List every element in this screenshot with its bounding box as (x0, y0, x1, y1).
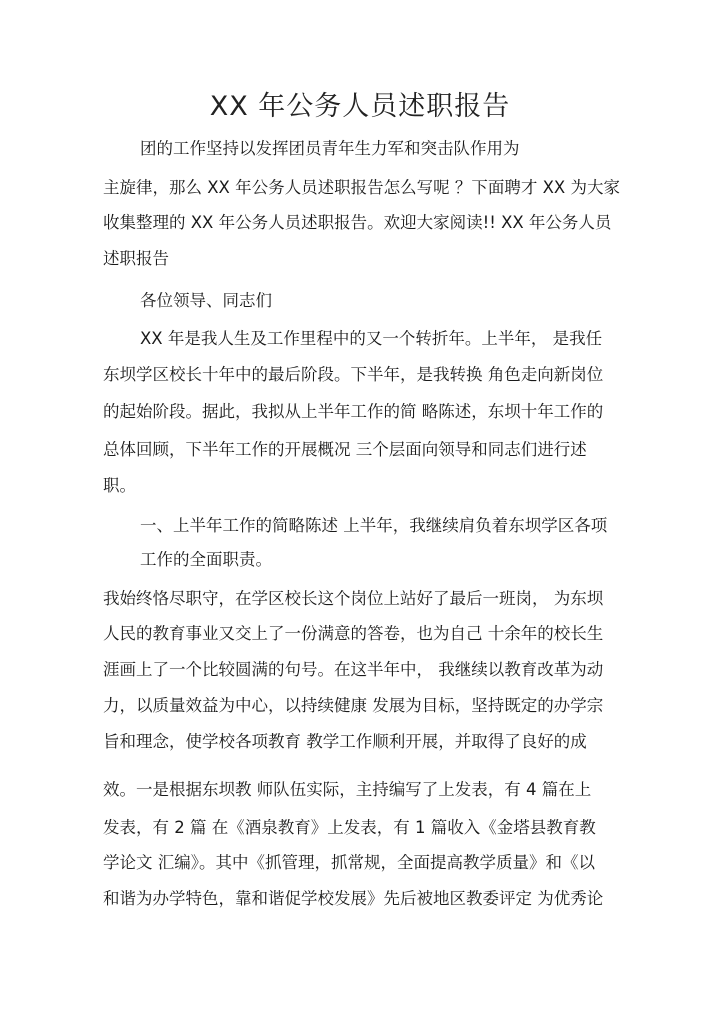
text-line: 我始终恪尽职守，在学区校长这个岗位上站好了最后一班岗， 为东坝 (103, 589, 604, 608)
text-line: 各位领导、同志们 (140, 291, 272, 310)
text-line: 总体回顾，下半年工作的开展概况 三个层面向领导和同志们进行述 (103, 440, 587, 459)
text-line: 收集整理的 XX 年公务人员述职报告。欢迎大家阅读!! XX 年公务人员 (103, 213, 612, 232)
text-line: 效。一是根据东坝教 师队伍实际，主持编写了上发表，有 4 篇在上 (103, 780, 592, 799)
text-line: 一、上半年工作的简略陈述 上半年，我继续肩负着东坝学区各项 (140, 516, 608, 535)
text-line: 的起始阶段。据此，我拟从上半年工作的简 略陈述，东坝十年工作的 (103, 402, 604, 421)
text-line: 人民的教育事业又交上了一份满意的答卷，也为自己 十余年的校长生 (103, 624, 604, 643)
text-line: 学论文 汇编》。其中《抓管理，抓常规，全面提高教学质量》和《以 (103, 853, 595, 872)
text-line: 职。 (103, 476, 136, 495)
text-line: 东坝学区校长十年中的最后阶段。下半年，是我转换 角色走向新岗位 (103, 365, 604, 384)
text-line: XX 年是我人生及工作里程中的又一个转折年。上半年， 是我任 (140, 329, 603, 348)
text-line: 述职报告 (103, 249, 169, 268)
text-line: 和谐为办学特色，靠和谐促学校发展》先后被地区教委评定 为优秀论 (103, 889, 604, 908)
text-line: 涯画上了一个比较圆满的句号。在这半年中， 我继续以教育改革为动 (103, 660, 604, 679)
text-line: 发表，有 2 篇 在《酒泉教育》上发表，有 1 篇收入《金塔县教育教 (103, 818, 596, 837)
text-line: 工作的全面职责。 (140, 550, 272, 569)
text-line: 旨和理念，使学校各项教育 教学工作顺利开展，并取得了良好的成 (103, 732, 587, 751)
text-line: 力，以质量效益为中心，以持续健康 发展为目标，坚持既定的办学宗 (103, 696, 604, 715)
text-line: 团的工作坚持以发挥团员青年生力军和突击队作用为 (140, 139, 520, 158)
page-title: XX 年公务人员述职报告 (209, 91, 511, 122)
text-line: 主旋律，那么 XX 年公务人员述职报告怎么写呢 ？下面聘才 XX 为大家 (103, 178, 620, 197)
